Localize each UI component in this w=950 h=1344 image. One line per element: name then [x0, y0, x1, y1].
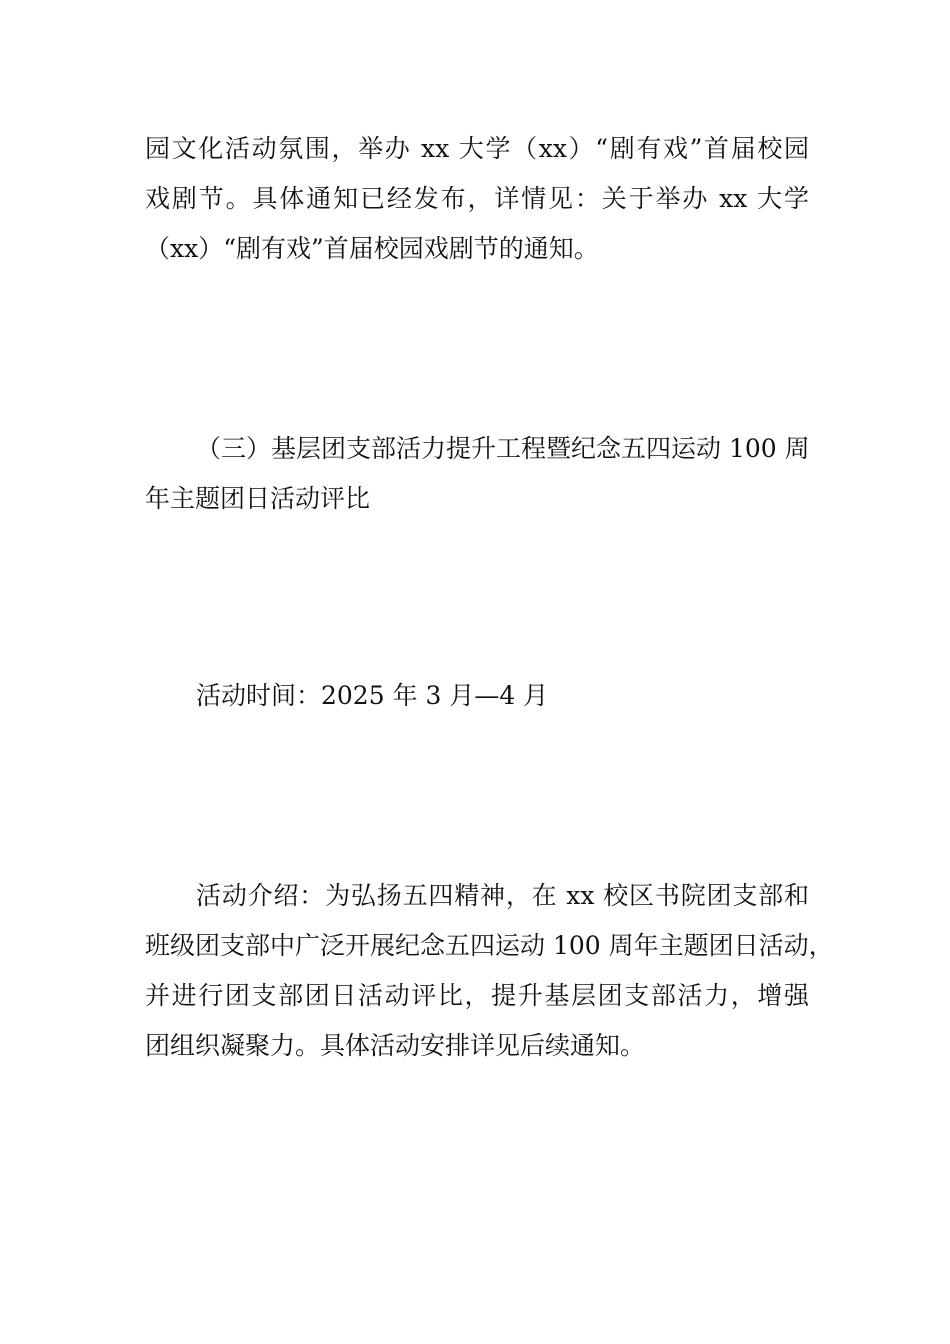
paragraph-1-line-1: 园文化活动氛围，举办 xx 大学（xx）“剧有戏”首届校园: [145, 134, 809, 163]
activity-intro-line-3: 并进行团支部团日活动评比，提升基层团支部活力，增强: [145, 981, 809, 1010]
activity-intro-line-2: 班级团支部中广泛开展纪念五四运动 100 周年主题团日活动，: [145, 931, 834, 960]
section-heading-line-1: （三）基层团支部活力提升工程暨纪念五四运动 100 周: [196, 434, 810, 463]
activity-intro-line-1: 活动介绍：为弘扬五四精神，在 xx 校区书院团支部和: [196, 881, 809, 910]
paragraph-1-line-3: （xx）“剧有戏”首届校园戏剧节的通知。: [145, 234, 599, 263]
activity-intro-line-4: 团组织凝聚力。具体活动安排详见后续通知。: [145, 1031, 646, 1060]
section-heading-line-2: 年主题团日活动评比: [145, 484, 371, 513]
activity-time: 活动时间：2025 年 3 月—4 月: [196, 681, 549, 710]
paragraph-1-line-2: 戏剧节。具体通知已经发布，详情见：关于举办 xx 大学: [145, 184, 809, 213]
